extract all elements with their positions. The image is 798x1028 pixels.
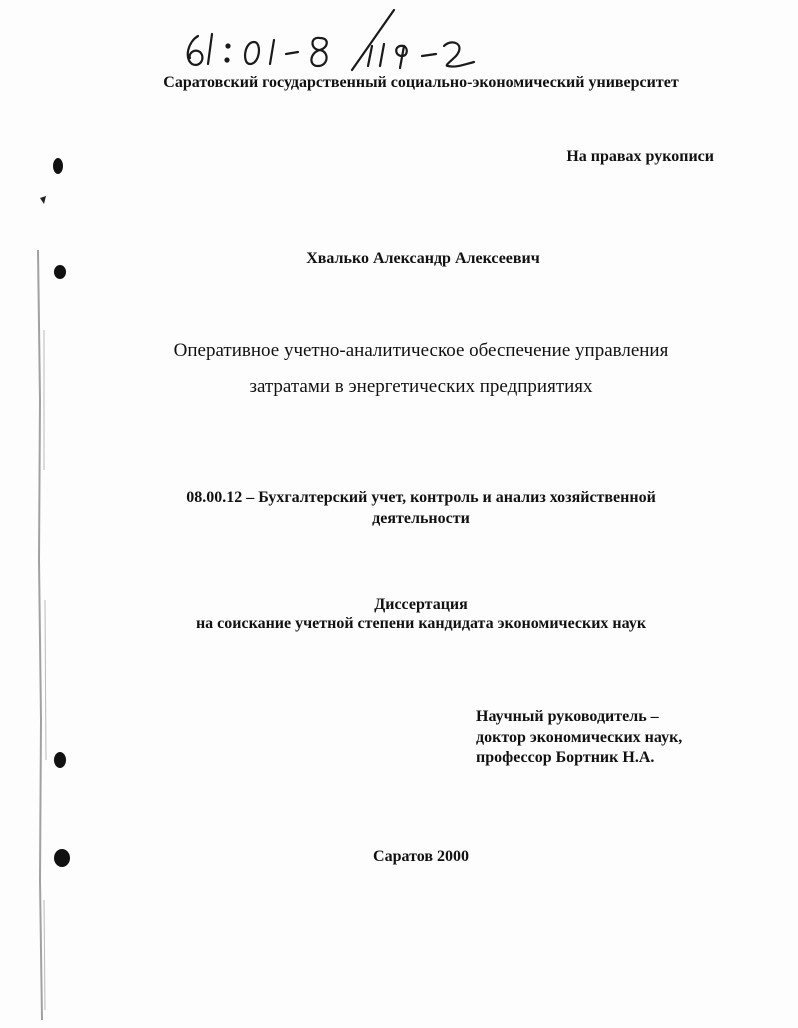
advisor-role: Научный руководитель – bbox=[476, 708, 659, 725]
degree-purpose: на соискание учетной степени кандидата экономических наук bbox=[195, 615, 647, 632]
specialty-line-1: 08.00.12 – Бухгалтерский учет, контроль и анализ хозяйственной bbox=[186, 489, 656, 506]
author-name: Хвалько Александр Алексеевич bbox=[306, 250, 540, 267]
handwritten-archive-code bbox=[178, 6, 518, 74]
binding-hole-icon bbox=[53, 158, 63, 174]
advisor-name: профессор Бортник Н.А. bbox=[476, 749, 655, 766]
advisor-degree: доктор экономических наук, bbox=[476, 729, 683, 746]
manuscript-rights-note: На правах рукописи bbox=[566, 148, 714, 165]
dissertation-label: Диссертация bbox=[374, 596, 468, 613]
binding-hole-icon bbox=[54, 752, 66, 768]
dissertation-title-line-2: затратами в энергетических предприятиях bbox=[249, 376, 593, 397]
city-year: Саратов 2000 bbox=[373, 848, 469, 865]
university-name: Саратовский государственный социально-экономический университет bbox=[163, 74, 679, 91]
dissertation-title-line-1: Оперативное учетно-аналитическое обеспечение управления bbox=[173, 340, 669, 361]
specialty-line-2: деятельности bbox=[372, 510, 470, 527]
